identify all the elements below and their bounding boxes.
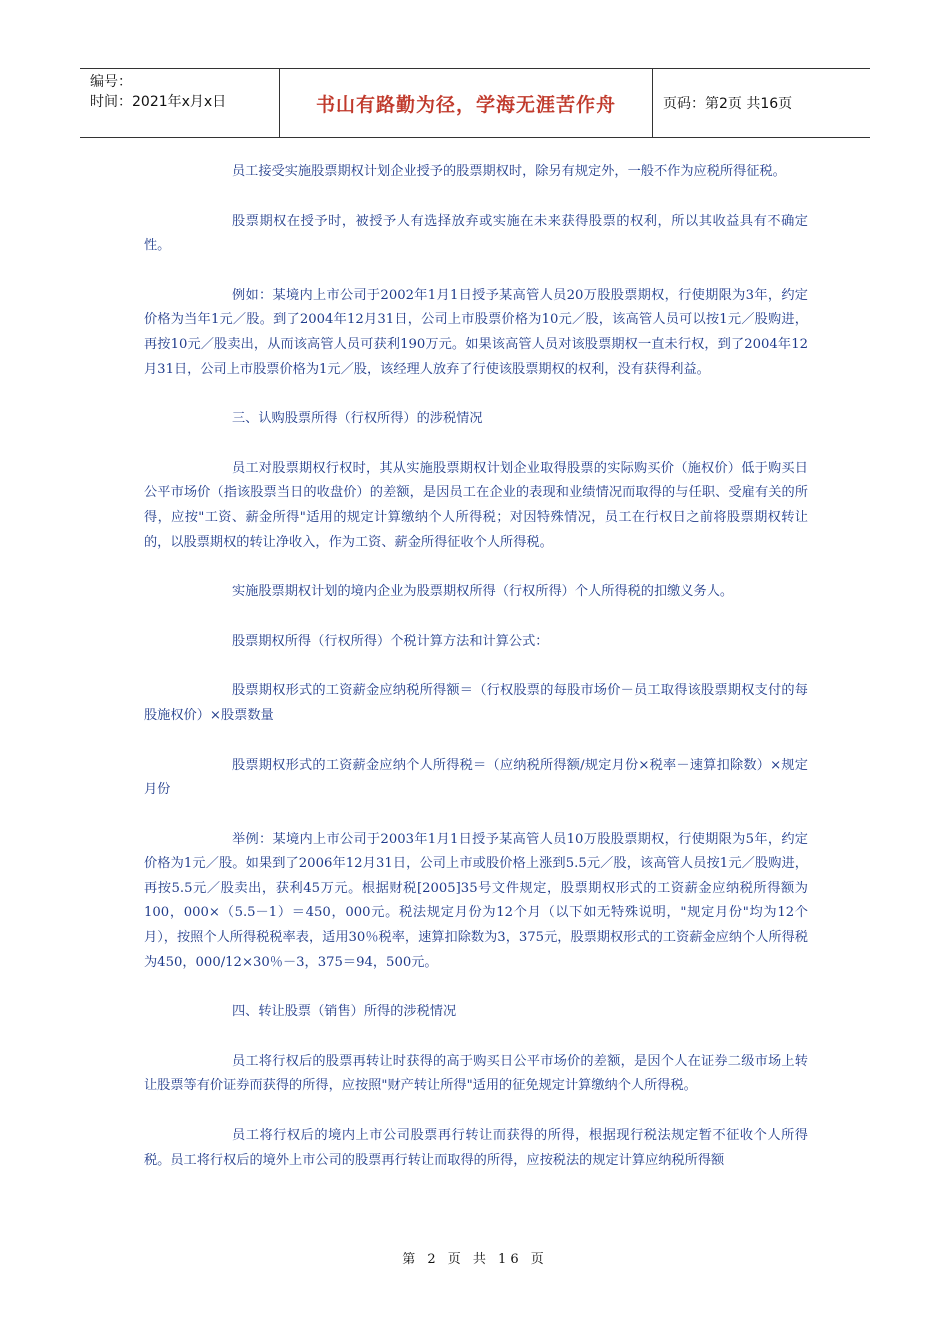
paragraph: 实施股票期权计划的境内企业为股票期权所得（行权所得）个人所得税的扣缴义务人。	[232, 584, 734, 600]
paragraph: 股票期权在授予时，被授予人有选择放弃或实施在未来获得股票的权利，所以其收益具有不确定性。	[144, 213, 808, 254]
header-motto: 书山有路勤为径，学海无涯苦作舟	[280, 69, 653, 137]
page-header	[80, 68, 870, 138]
header-meta	[80, 69, 280, 137]
time-label: 时间：2021年x月x日	[90, 94, 227, 110]
formula-paragraph: 股票期权形式的工资薪金应纳个人所得税＝（应纳税所得额/规定月份×税率－速算扣除数）×规定月份	[144, 757, 808, 798]
page-footer: 第 2 页 共 16 页	[402, 1252, 548, 1267]
paragraph: 股票期权所得（行权所得）个税计算方法和计算公式：	[232, 633, 549, 649]
section-heading: 四、转让股票（销售）所得的涉税情况	[232, 1004, 457, 1020]
paragraph: 例如：某境内上市公司于2002年1月1日授予某高管人员20万股股票期权，行使期限为3年，约定价格为当年1元／股。到了2004年12月31日，公司上市股票价格为10元／股，该高管人员可以按1元／股购进，再按10元／股卖出，从而该高管人员可获利190万元。如果该高管人员对该股票期权一直未行权，到了2004年12月31日，公司上市股票价格为1元／股，该经理人放弃了行使该股票期权的权利，没有获得利益。	[144, 287, 808, 377]
section-heading: 三、认购股票所得（行权所得）的涉税情况	[232, 411, 483, 427]
paragraph: 员工将行权后的股票再转让时获得的高于购买日公平市场价的差额，是因个人在证券二级市场上转让股票等有价证券而获得的所得，应按照"财产转让所得"适用的征免规定计算缴纳个人所得税。	[144, 1053, 808, 1094]
paragraph: 员工将行权后的境内上市公司股票再行转让而获得的所得，根据现行税法规定暂不征收个人所得税。员工将行权后的境外上市公司的股票再行转让而取得的所得，应按税法的规定计算应纳税所得额	[144, 1128, 808, 1168]
number-label: 编号：	[90, 74, 132, 90]
document-body	[144, 160, 808, 1198]
paragraph: 举例：某境内上市公司于2003年1月1日授予某高管人员10万股股票期权，行使期限为5年，约定价格为1元／股。如果到了2006年12月31日，公司上市或股价格上涨到5.5元／股，该高管人员按1元／股购进，再按5.5元／股卖出，获利45万元。根据财税[2005]35号文件规定，股票期权形式的工资薪金应纳税所得额为100，000×（5.5－1）＝450，000元。税法规定月份为12个月（以下如无特殊说明，"规定月份"均为12个月），按照个人所得税税率表，适用30％税率，速算扣除数为3，375元，股票期权形式的工资薪金应纳个人所得税为450，000/12×30％－3，375＝94，500元。	[144, 831, 808, 970]
formula-paragraph: 股票期权形式的工资薪金应纳税所得额＝（行权股票的每股市场价－员工取得该股票期权支付的每股施权价）×股票数量	[144, 683, 808, 723]
header-page-label: 页码：第2页 共16页	[663, 96, 793, 112]
paragraph: 员工对股票期权行权时，其从实施股票期权计划企业取得股票的实际购买价（施权价）低于购买日公平市场价（指该股票当日的收盘价）的差额，是因员工在企业的表现和业绩情况而取得的与任职、受雇有关的所得，应按"工资、薪金所得"适用的规定计算缴纳个人所得税；对因特殊情况，员工在行权日之前将股票期权转让的，以股票期权的转让净收入，作为工资、薪金所得征收个人所得税。	[144, 460, 808, 550]
paragraph: 员工接受实施股票期权计划企业授予的股票期权时，除另有规定外，一般不作为应税所得征税。	[232, 164, 786, 179]
